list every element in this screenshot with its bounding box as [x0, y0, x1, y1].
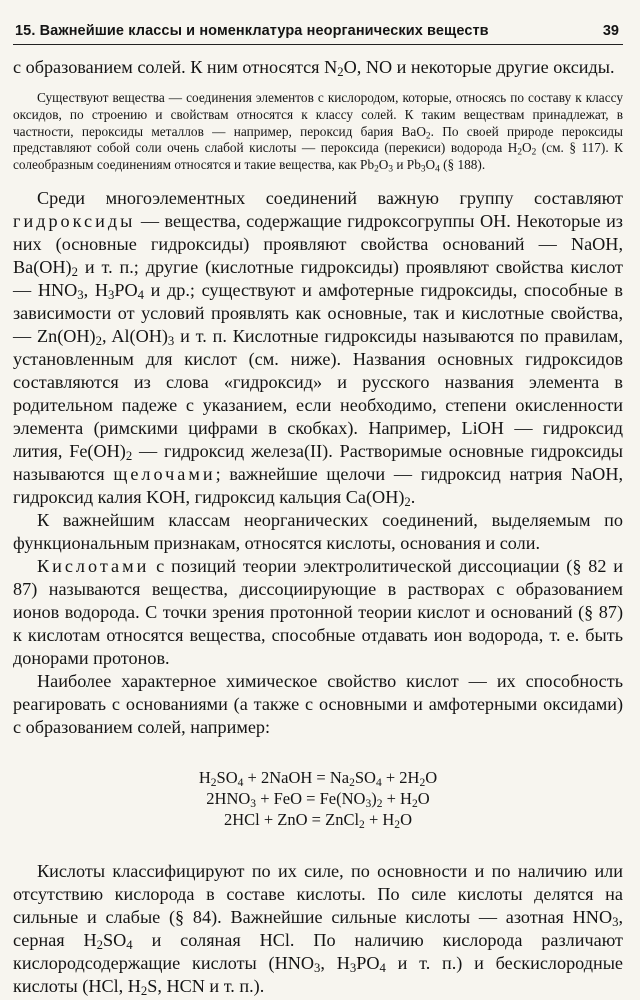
page-body	[13, 56, 623, 998]
running-header	[13, 14, 623, 45]
term-hydroxides: гидроксиды	[13, 210, 136, 231]
equations-block	[13, 767, 623, 830]
paragraph-acid-classification: Кислоты классифицируют по их силе, по основности и по наличию или отсутствию кислорода в составе кислоты. По силе кислоты делятся на сильные и слабые (§ 84). Важнейшие сильные кислоты — азотная $HNO_3$, серная $H_2SO_4$ и соляная HCl. По наличию кислорода различают кислородсодержащие кислоты ($HNO_3$, $H_3PO_4$ и т. п.) и бескислородные кислоты (HCl, $H_2S$, HCN и т. п.).	[13, 860, 624, 999]
paragraph-acid-property: Наиболее характерное химическое свойство кислот — их способность реагировать с основаниями (а также с основными и амфотерными оксидами) с образованием солей, например:	[13, 670, 623, 737]
equation-line: $H_2SO_4$ + 2NaOH = $Na_2SO_4 + 2H_2O$	[198, 767, 438, 789]
paragraph-hydroxides: Среди многоэлементных соединений важную группу составляют гидроксиды — вещества, содержащие гидроксогруппы OH. Некоторые из них (основные гидроксиды) проявляют свойства оснований — NaOH, $Ba(OH)_2$ и т. п.; другие (кислотные гидроксиды) проявляют свойства кислот — $HNO_3$, $H_3PO_4$ и др.; существуют и амфотерные гидроксиды, способные в зависимости от условий проявлять как основные, так и кислотные свойства, — $Zn(OH)_2$, $Al(OH)_3$ и т. п. Кислотные гидроксиды называются по правилам, установленным для кислот (см. ниже). Названия основных гидроксидов составляются из слова «гидроксид» и русского названия элемента в родительном падеже с указанием, если необходимо, степени окисленности элемента (римскими цифрами в скобках). Например, LiOH — гидроксид лития, $Fe(OH)_2$ — гидроксид железа(II). Растворимые основные гидроксиды называются щелочами; важнейшие щелочи — гидроксид натрия NaOH, гидроксид калия KOH, гидроксид кальция $Ca(OH)_2$.	[13, 187, 624, 510]
term-alkalis: щелочами	[113, 463, 216, 484]
paragraph-small-print: Существуют вещества — соединения элементов с кислородом, которые, относясь по составу к классу оксидов, по строению и свойствам относятся к классу солей. К таким веществам принадлежат, в частности, пероксиды металлов — например, пероксид бария BaO$_2$. По своей природе пероксиды представляют собой соли очень слабой кислоты — пероксида (перекиси) водорода $H_2O_2$ (см. § 117). К солеобразным соединениям относятся и такие вещества, как $Pb_2O_3$ и $Pb_3O_4$ (§ 188).	[13, 90, 623, 175]
chapter-title: 15. Важнейшие классы и номенклатура неорганических веществ	[15, 23, 489, 39]
term-acids: Кислотами	[37, 555, 150, 576]
paragraph-acids: Кислотами с позиций теории электролитической диссоциации (§ 82 и 87) называются вещества, диссоциирующие в растворах с образованием ионов водорода. С точки зрения протонной теории кислот и оснований (§ 87) к кислотам относятся вещества, способные отдавать ион водорода, т. е. быть донорами протонов.	[13, 555, 623, 668]
page-number: 39	[602, 23, 619, 39]
paragraph-classes: К важнейшим классам неорганических соединений, выделяемым по функциональным признакам, относятся кислоты, основания и соли.	[13, 509, 623, 553]
paragraph-intro: с образованием солей. К ним относятся $N_2O$, NO и некоторые другие оксиды.	[13, 57, 615, 80]
equation-line: 2HCl + ZnO = ZnCl$_2$ + $H_2O$	[224, 809, 412, 831]
equation-line: $2HNO_3$ + FeO = $Fe(NO_3)_2 + H_2O$	[206, 788, 430, 810]
book-page	[13, 0, 624, 1000]
